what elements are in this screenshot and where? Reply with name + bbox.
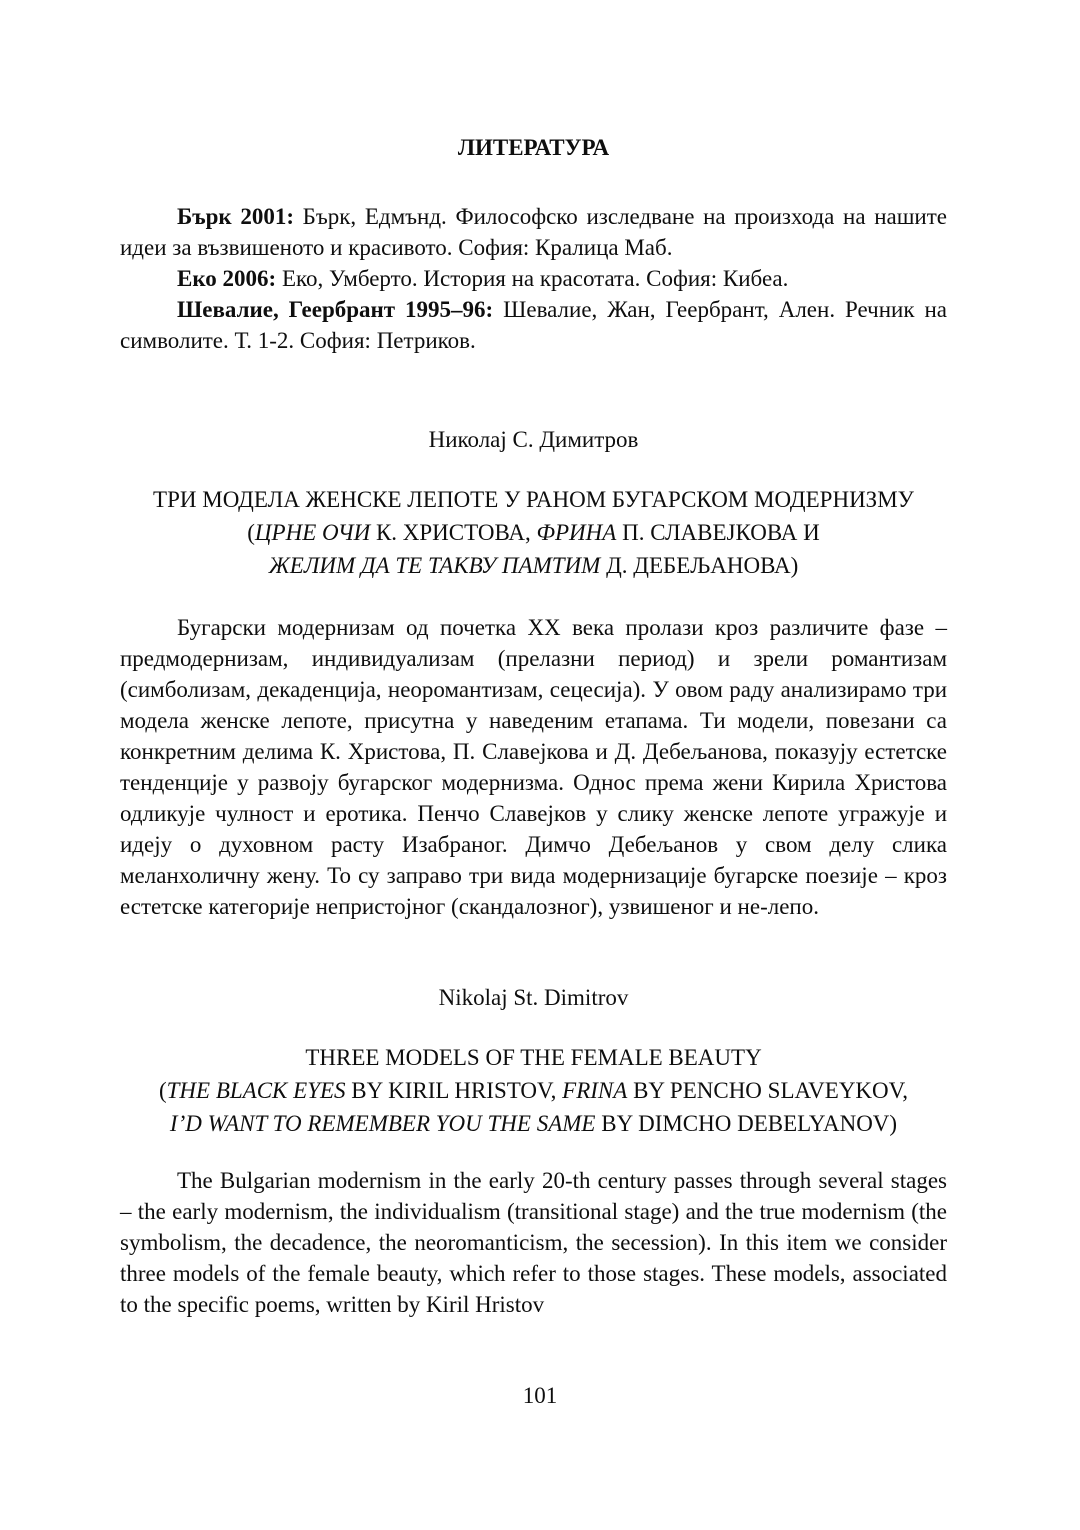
bib-entry-text: Бърк, Едмънд. Философско изследване на произхода на нашите идеи за възвишеното и красивото. София: Кралица Маб. [120,204,947,260]
title-line-3 [120,1107,947,1140]
literatura-heading: ЛИТЕРАТУРА [457,135,610,160]
title-line-1 [120,1041,947,1074]
title-line-2 [120,516,947,549]
title-segment: ТРИ МОДЕЛА ЖЕНСКЕ ЛЕПОТЕ У РАНОМ БУГАРСКОМ МОДЕРНИЗМУ [153,487,914,512]
bib-entry-chevalier [120,294,947,356]
bib-entry-text: Еко, Умберто. История на красотата. София: Кибеа. [276,266,789,291]
bib-entry-eco [120,263,947,294]
paper-title-english [120,1041,947,1140]
title-segment: П. СЛАВЕЈКОВА И [616,520,820,545]
title-segment: THREE MODELS OF THE FEMALE BEAUTY [305,1045,762,1070]
title-segment: ( [158,1078,167,1103]
title-line-2 [120,1074,947,1107]
poem-title-frina-en: FRINA [562,1078,628,1103]
poem-title-crne-oci: ЦРНЕ ОЧИ [254,520,371,545]
title-segment: BY DIMCHO DEBELYANOV) [595,1111,898,1136]
title-line-3 [120,549,947,582]
title-segment: BY KIRIL HRISTOV, [345,1078,563,1103]
page-number: 101 [522,1383,558,1408]
abstract-serbian: Бугарски модернизам од почетка ХХ века пролази кроз различите фазе – предмодернизам, индивидуализам (прелазни период) и зрели романтизам (симболизам, декаденција, неоромантизам, сецесија). У овом раду анализирамо три модела женске лепоте, присутна у наведеним етапама. Ти модели, повезани са конкретним делима К. Христова, П. Славејкова и Д. Дебељанова, показују естетске тенденције у развоју бугарског модернизма. Однос према жени Кирила Христова одликује чулност и еротика. Пенчо Славејков у слику женске лепоте угражује и идеју о духовном расту Изабраног. Димчо Дебељанов у свом делу слика меланхоличну жену. То су заправо три вида модернизације бугарске поезије – кроз естетске категорије непристојног (скандалозног), узвишеног и не-лепо. [120,615,947,919]
poem-title-frina: ФРИНА [536,520,617,545]
bib-entry-label: Еко 2006: [177,266,277,291]
author-name-english: Nikolaj St. Dimitrov [438,985,629,1010]
title-segment: BY PENCHO SLAVEYKOV, [627,1078,909,1103]
title-segment: ( [247,520,255,545]
author-name-serbian: Николај С. Димитров [428,427,639,452]
title-line-1 [120,483,947,516]
title-segment: К. ХРИСТОВА, [370,520,537,545]
poem-title-zelim: ЖЕЛИМ ДА ТЕ ТАКВУ ПАМТИМ [268,553,601,578]
poem-title-black-eyes: THE BLACK EYES [166,1078,346,1103]
bib-entry-label: Бърк 2001: [177,204,294,229]
poem-title-remember: I’D WANT TO REMEMBER YOU THE SAME [169,1111,596,1136]
bib-entry-text: Шевалие, Жан, Геербрант, Ален. Речник на символите. Т. 1-2. София: Петриков. [120,297,947,353]
bib-entry-label: Шевалие, Геербрант 1995–96: [177,297,494,322]
title-segment: Д. ДЕБЕЉАНОВА) [600,553,799,578]
abstract-english: The Bulgarian modernism in the early 20-th century passes through several stages – the early modernism, the individualism (transitional stage) and the true modernism (the symbolism, the decadence, the neoromanticism, the secession). In this item we consider three models of the female beauty, which refer to those stages. These models, associated to the specific poems, written by Kiril Hristov [120,1168,947,1317]
bib-entry-burke [120,201,947,263]
paper-title-serbian [120,483,947,582]
